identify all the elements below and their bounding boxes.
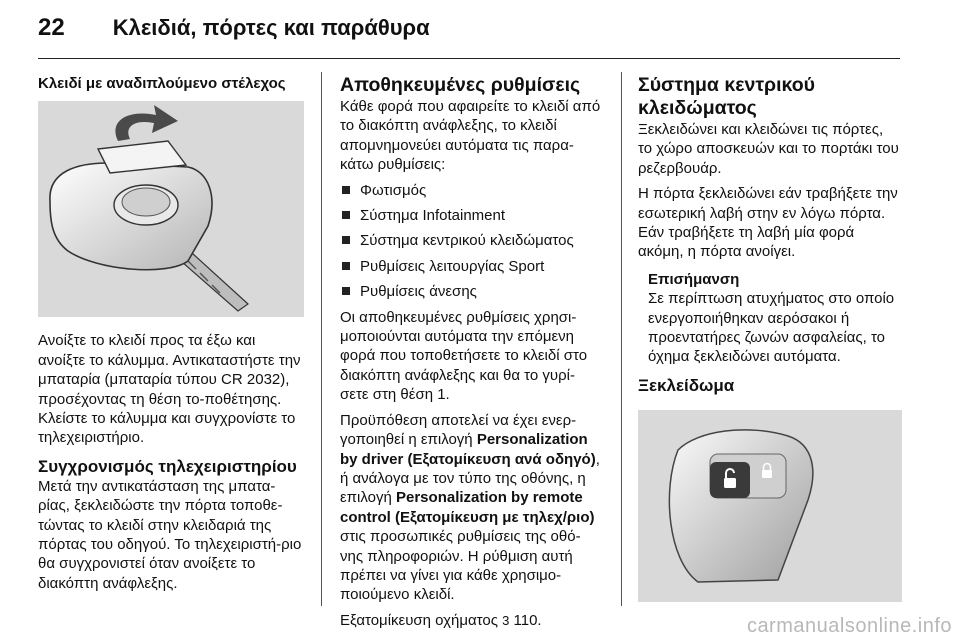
column-1 <box>38 74 306 599</box>
note-title: Επισήμανση <box>648 270 740 288</box>
list-item: Ρυθμίσεις άνεσης <box>340 282 602 301</box>
bullet-icon <box>342 262 350 270</box>
sync-text: Μετά την αντικατάσταση της μπατα-ρίας, ξεκλειδώστε την πόρτα τοποθε-τώντας το κλειδί στην κλειδαριά της πόρτας του οδηγού. Το τηλεχειριστή-ριο θα συγχρονιστεί όταν ανοίξετε το διακόπτη ανάφλεξης. <box>38 477 302 592</box>
stored-settings-heading: Αποθηκευμένες ρυθμίσεις <box>340 74 581 96</box>
personalization-text: Προϋπόθεση αποτελεί να έχει ενερ-γοποιηθεί η επιλογή Personalization by driver (Εξατομίκευση ανά οδηγό), ή ανάλογα με τον τύπο της οθόνης, η επιλογή Personalization by remote control (Εξατομίκευση με τηλεχ/ριο) στις προσωπικές ρυθμίσεις της οθό-νης πληροφοριών. Η ρύθμιση αυτή πρέπει να γίνει για κάθε χρησιμο-ποιούμενο κλειδί. <box>340 411 600 604</box>
column-divider-1 <box>321 72 322 606</box>
watermark: carmanualsonline.info <box>746 615 952 637</box>
list-item: Φωτισμός <box>340 181 602 200</box>
note-box <box>648 270 900 367</box>
stored-settings-intro: Κάθε φορά που αφαιρείτε το κλειδί από το διακόπτη ανάφλεξης, το κλειδί απομνημονεύει αυτόματα τις παρα-κάτω ρυθμίσεις: <box>340 98 601 174</box>
stored-settings-usage: Οι αποθηκευμένες ρυθμίσεις χρησι-μοποιούνται αυτόματα την επόμενη φορά που τοποθετήσετε το κλειδί στο διακόπτη ανάφλεξης και θα το γυρί-σετε στη θέση 1. <box>340 308 588 404</box>
sync-heading: Συγχρονισμός τηλεχειριστηρίου <box>38 456 297 476</box>
page-header <box>38 14 430 48</box>
page-number: 22 <box>38 14 65 41</box>
central-locking-heading: Σύστημα κεντρικού κλειδώματος <box>638 74 815 119</box>
unlock-heading: Ξεκλείδωμα <box>638 375 735 395</box>
column-3 <box>638 74 900 602</box>
column-2 <box>340 74 602 636</box>
personalization-driver-option: Personalization by driver (Εξατομίκευση ανά οδηγό) <box>340 431 596 468</box>
bullet-icon <box>342 287 350 295</box>
column-divider-2 <box>621 72 622 606</box>
remote-key-figure <box>638 410 902 602</box>
bullet-icon <box>342 236 350 244</box>
stored-settings-list <box>340 181 602 302</box>
list-item: Ρυθμίσεις λειτουργίας Sport <box>340 257 602 276</box>
key-battery-figure <box>38 101 304 317</box>
bullet-icon <box>342 186 350 194</box>
door-handle-text: Η πόρτα ξεκλειδώνει εάν τραβήξετε την εσωτερική λαβή στην εν λόγω πόρτα. Εάν τραβήξετε τη λαβή μία φορά ακόμη, η πόρτα ανοίγει. <box>638 185 898 261</box>
header-rule <box>38 58 900 59</box>
key-folding-heading: Κλειδί με αναδιπλούμενο στέλεχος <box>38 75 286 92</box>
key-folding-text: Ανοίξτε το κλειδί προς τα έξω και ανοίξτε το κάλυμμα. Αντικαταστήστε την μπαταρία (μπαταρία τύπου CR 2032), προσέχοντας τη θέση το-ποθέτησης. Κλείστε το κάλυμμα και συγχρονίστε το τηλεχειριστήριο. <box>38 332 301 447</box>
chapter-title: Κλειδιά, πόρτες και παράθυρα <box>112 15 430 40</box>
vehicle-personalization-ref: Εξατομίκευση οχήματος 3 110. <box>340 611 542 629</box>
personalization-remote-option: Personalization by remote control (Εξατομίκευση με τηλεχ/ριο) <box>340 489 595 526</box>
list-item: Σύστημα κεντρικού κλειδώματος <box>340 231 602 250</box>
list-item: Σύστημα Infotainment <box>340 206 602 225</box>
page-reference-arrow-icon: 3 <box>502 612 510 628</box>
note-text: Σε περίπτωση ατυχήματος στο οποίο ενεργοποιήθηκαν αερόσακοι ή προεντατήρες ζωνών ασφαλείας, το όχημα ξεκλειδώνει αυτόματα. <box>648 290 895 366</box>
bullet-icon <box>342 211 350 219</box>
central-locking-text: Ξεκλειδώνει και κλειδώνει τις πόρτες, το χώρο αποσκευών και το πορτάκι του ρεζερβουάρ. <box>638 121 899 177</box>
page-reference[interactable]: 110. <box>513 611 542 629</box>
